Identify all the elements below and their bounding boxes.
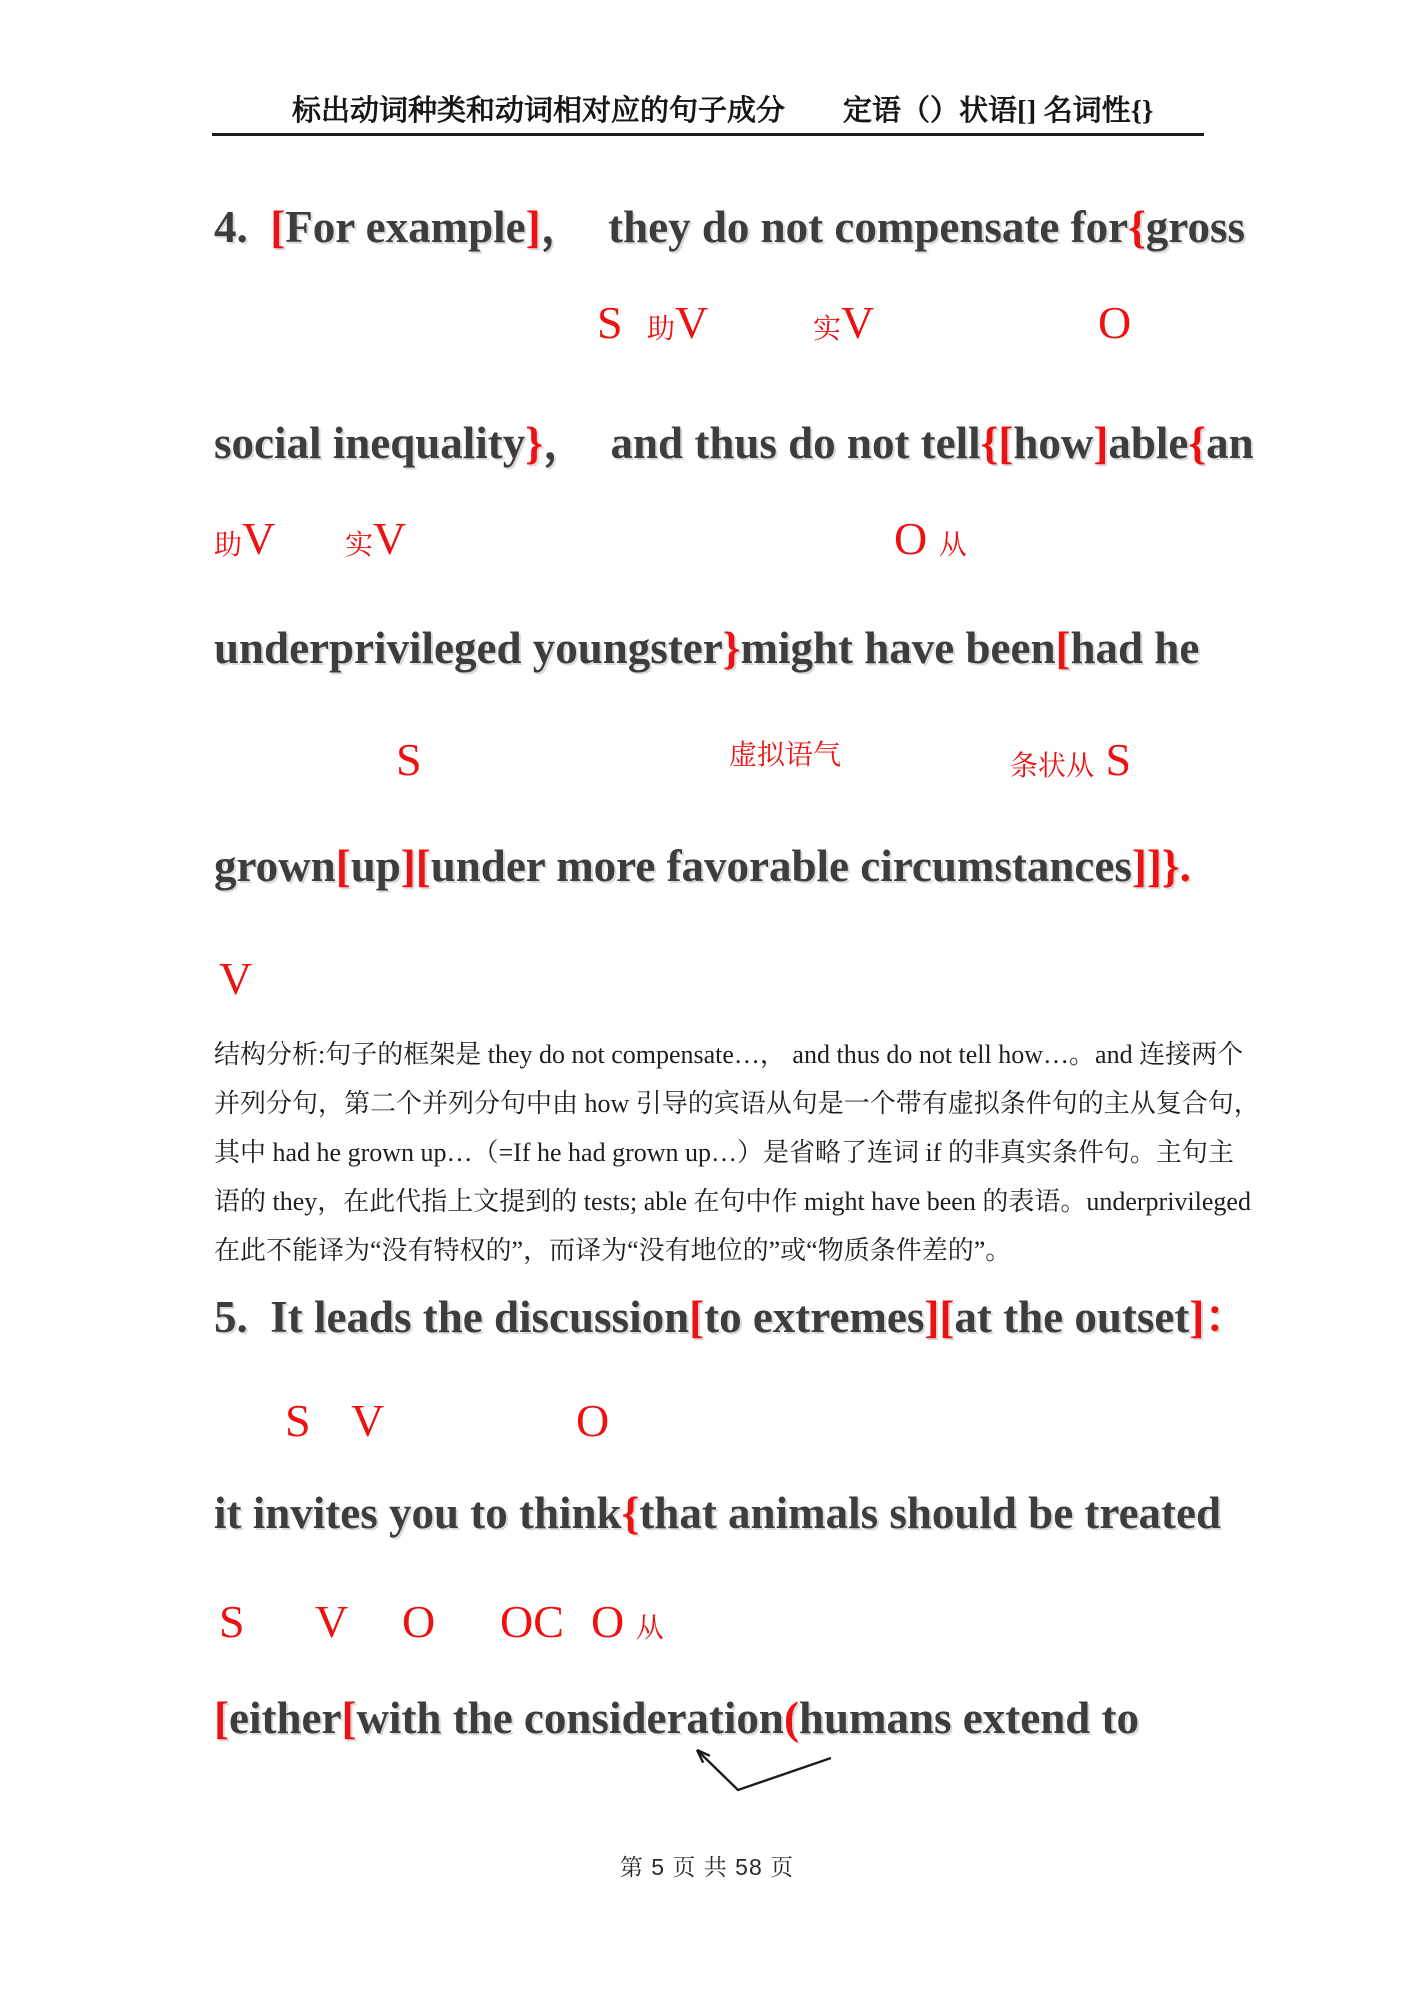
header-legend: 定语（）状语[] 名词性{}: [843, 95, 1154, 127]
grammar-label: [597, 296, 623, 349]
grammar-label-letter: V: [315, 1596, 349, 1647]
page-number: 第 5 页 共 58 页: [619, 1854, 795, 1880]
grammar-label: [351, 1394, 384, 1447]
grammar-label-cjk: 条状从: [1010, 751, 1095, 782]
red-bracket-markup: [: [1055, 623, 1071, 673]
grammar-label: [315, 1595, 348, 1648]
grammar-label: [402, 1595, 435, 1648]
sentence-text: at the outset: [954, 1292, 1190, 1342]
grammar-label-letter: O: [576, 1395, 610, 1446]
sentence-4-line-2: [214, 406, 1254, 471]
sentence-text: underprivileged youngster: [214, 623, 723, 673]
grammar-label-letter: V: [373, 513, 407, 564]
hand-drawn-arrow: [688, 1742, 858, 1808]
annot-4-line-1: [0, 296, 1414, 360]
annot-5-line-2: [0, 1595, 1414, 1659]
annot-4-line-3: [0, 733, 1414, 797]
red-bracket-markup: {[: [980, 418, 1014, 468]
sentence-text: humans extend to: [798, 1693, 1139, 1743]
analysis-paragraph: [214, 1030, 1260, 1275]
grammar-label-cjk: 助: [214, 530, 243, 561]
grammar-label-letter: V: [675, 297, 709, 348]
sentence-text: how: [1013, 418, 1094, 468]
grammar-label-letter: O: [1098, 297, 1132, 348]
red-bracket-markup: [: [689, 1292, 705, 1342]
grammar-label: [576, 1394, 609, 1447]
sentence-text: it invites you to think: [214, 1488, 622, 1538]
sentence-text: 4.: [214, 202, 271, 252]
grammar-label-letter: S: [597, 297, 623, 348]
grammar-label-letter: S: [396, 734, 422, 785]
grammar-label-letter: V: [841, 297, 875, 348]
red-bracket-markup: }: [525, 418, 544, 468]
header-left-title: 标出动词种类和动词相对应的句子成分: [292, 95, 786, 127]
sentence-text: might have been: [740, 623, 1056, 673]
red-bracket-markup: [: [270, 202, 286, 252]
analysis-line: 并列分句，第二个并列分句中由 how 引导的宾语从句是一个带有虚拟条件句的主从复合句，: [214, 1089, 1260, 1118]
grammar-label-cjk: 从: [635, 1613, 664, 1644]
sentence-text: ， they do not compensate for: [540, 202, 1129, 252]
grammar-label: [729, 733, 841, 773]
sentence-text: able: [1108, 418, 1189, 468]
grammar-label: [219, 1595, 245, 1648]
sentence-text: For example: [285, 202, 526, 252]
sentence-text: to extremes: [704, 1292, 925, 1342]
header-divider: [212, 133, 1204, 136]
red-bracket-markup: ][: [400, 841, 431, 891]
grammar-label-cjk: 助: [647, 314, 676, 345]
red-bracket-markup: [: [341, 1693, 357, 1743]
annot-5-line-1: [0, 1394, 1414, 1458]
sentence-text: had he: [1070, 623, 1200, 673]
grammar-label-letter: S: [219, 1596, 245, 1647]
grammar-label-letter: S: [1094, 734, 1132, 785]
grammar-label: [219, 952, 252, 1005]
grammar-label: [285, 1394, 311, 1447]
grammar-label: [214, 512, 275, 565]
sentence-4-line-4: [214, 840, 1191, 892]
analysis-line: 结构分析:句子的框架是 they do not compensate…， and thus do not tell how…。and 连接两个: [214, 1040, 1244, 1069]
sentence-text: up: [350, 841, 401, 891]
sentence-5-line-2: [214, 1487, 1221, 1539]
grammar-label: [396, 733, 422, 786]
sentence-text: that animals should be treated: [639, 1488, 1222, 1538]
sentence-5-line-1: [214, 1280, 1249, 1345]
grammar-label-letter: O: [402, 1596, 436, 1647]
sentence-text: social inequality: [214, 418, 526, 468]
red-bracket-markup: [: [335, 841, 351, 891]
sentence-4-line-3: [214, 622, 1199, 674]
red-bracket-markup: (: [783, 1693, 799, 1743]
analysis-line: 语的 they，在此代指上文提到的 tests; able 在句中作 might have been 的表语。underprivileged: [214, 1187, 1251, 1216]
red-bracket-markup: ]]}.: [1131, 841, 1191, 891]
grammar-label: [1010, 733, 1131, 786]
grammar-label-letter: OC: [500, 1596, 564, 1647]
red-bracket-markup: ]: [1093, 418, 1109, 468]
grammar-label-letter: O: [591, 1596, 636, 1647]
grammar-label-cjk: 实: [813, 314, 842, 345]
sentence-text: gross: [1145, 202, 1245, 252]
grammar-label: [345, 512, 406, 565]
red-bracket-markup: {: [1188, 418, 1207, 468]
sentence-text: grown: [214, 841, 336, 891]
sentence-text: ， and thus do not tell: [543, 418, 981, 468]
grammar-label-letter: O: [894, 513, 939, 564]
analysis-line: 在此不能译为“没有特权的”，而译为“没有地位的”或“物质条件差的”。: [214, 1236, 1012, 1265]
grammar-label-letter: S: [285, 1395, 311, 1446]
red-bracket-markup: }: [722, 623, 741, 673]
red-bracket-markup: ]：: [1189, 1292, 1250, 1342]
sentence-text: with the consideration: [356, 1693, 784, 1743]
sentence-text: 5. It leads the discussion: [214, 1292, 690, 1342]
grammar-label: [591, 1595, 664, 1648]
red-bracket-markup: {: [1128, 202, 1146, 252]
annot-4-line-4: [0, 952, 1414, 1016]
grammar-label-letter: V: [219, 953, 253, 1004]
sentence-5-line-3: [214, 1692, 1139, 1744]
sentence-text: under more favorable circumstances: [430, 841, 1132, 891]
analysis-line: 其中 had he grown up…（=If he had grown up…）是省略了连词 if 的非真实条件句。主句主: [214, 1138, 1234, 1167]
sentence-text: either: [229, 1693, 342, 1743]
grammar-label: [813, 296, 874, 349]
grammar-label: [1098, 296, 1131, 349]
red-bracket-markup: ]: [525, 202, 541, 252]
grammar-label-cjk: 虚拟语气: [729, 740, 842, 771]
grammar-label-cjk: 从: [938, 530, 967, 561]
sentence-text: an: [1206, 418, 1254, 468]
grammar-label-letter: V: [351, 1395, 385, 1446]
red-bracket-markup: ][: [924, 1292, 955, 1342]
sentence-4-line-1: [214, 190, 1245, 255]
red-bracket-markup: [: [214, 1693, 229, 1743]
grammar-label: [647, 296, 708, 349]
grammar-label: [894, 512, 967, 565]
grammar-label-cjk: 实: [345, 530, 374, 561]
grammar-label-letter: V: [242, 513, 276, 564]
grammar-label: [500, 1595, 564, 1648]
red-bracket-markup: {: [621, 1488, 640, 1538]
annot-4-line-2: [0, 512, 1414, 576]
